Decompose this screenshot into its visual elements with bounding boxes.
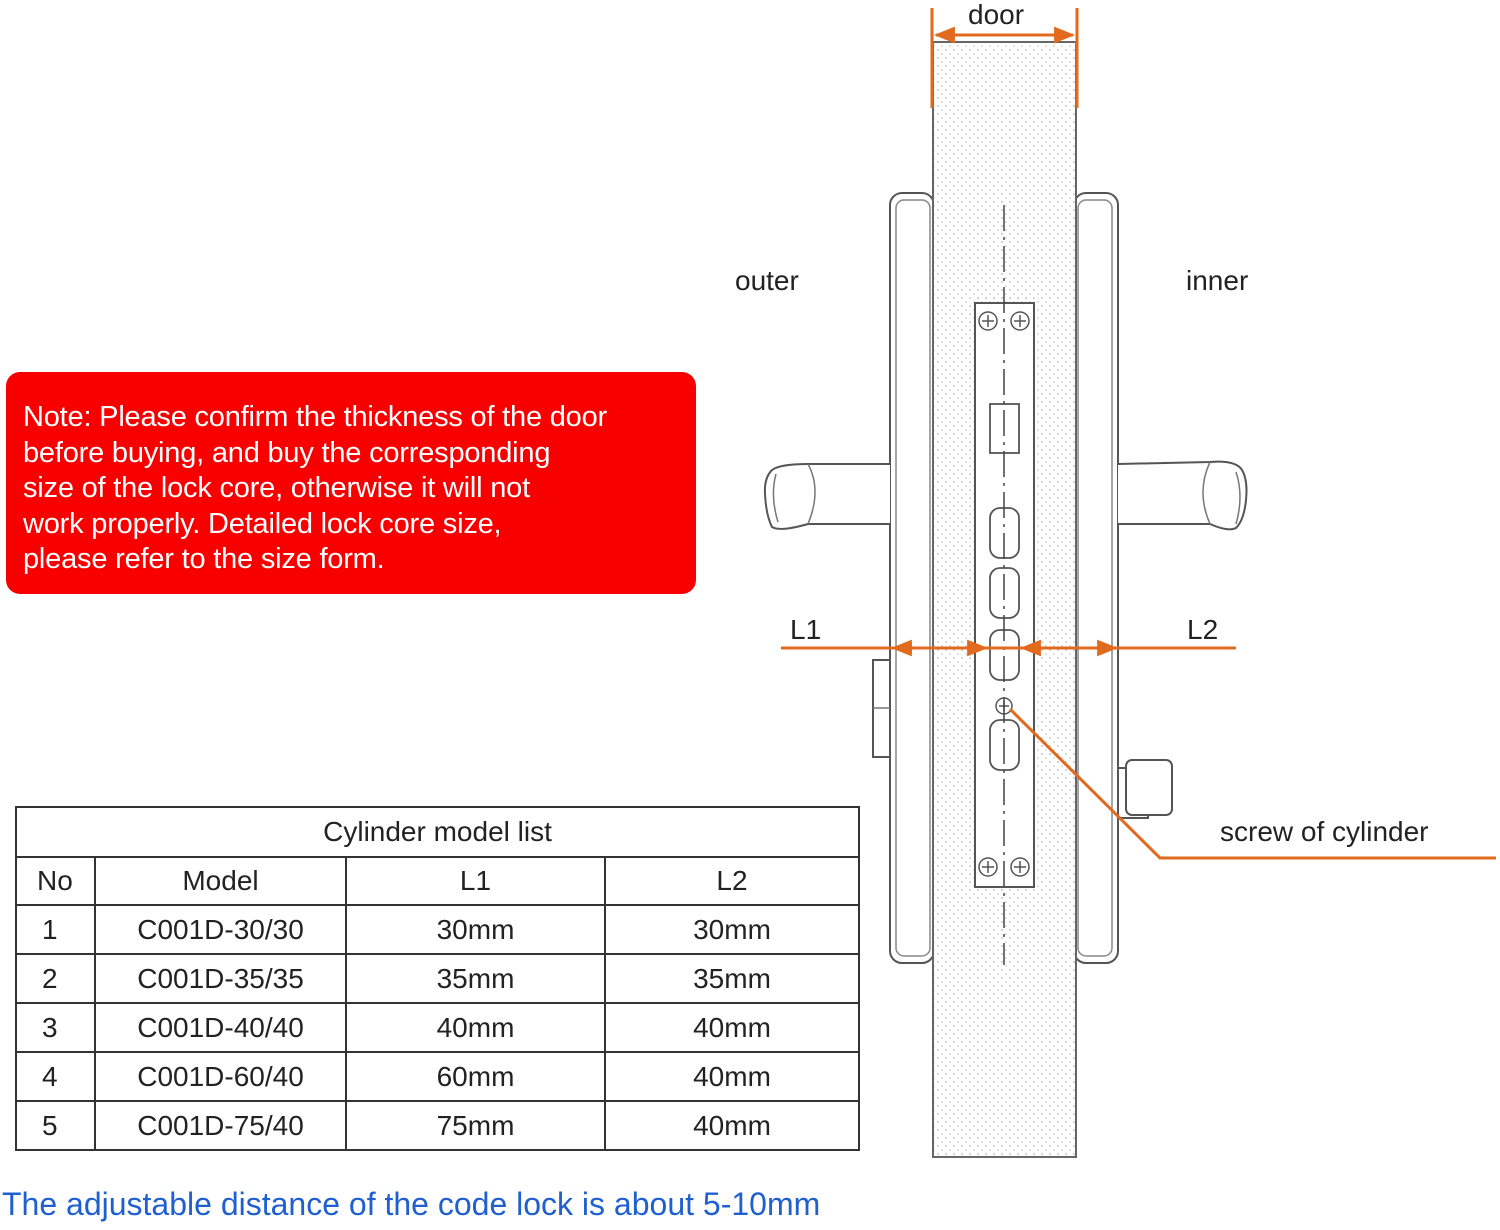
table-row xyxy=(16,905,859,954)
cell-l1: 40mm xyxy=(346,1003,605,1052)
inner-handle xyxy=(1118,462,1247,530)
table-row xyxy=(16,1003,859,1052)
cell-model: C001D-40/40 xyxy=(95,1003,346,1052)
header-no: No xyxy=(16,857,95,905)
table-title: Cylinder model list xyxy=(16,807,859,857)
cell-model: C001D-30/30 xyxy=(95,905,346,954)
cell-model: C001D-60/40 xyxy=(95,1052,346,1101)
note-line: before buying, and buy the corresponding xyxy=(23,436,551,469)
door-label: door xyxy=(968,0,1025,30)
cell-model: C001D-75/40 xyxy=(95,1101,346,1150)
cell-l2: 40mm xyxy=(605,1052,859,1101)
cell-no: 1 xyxy=(16,905,95,954)
note-line: size of the lock core, otherwise it will not xyxy=(23,472,530,505)
cell-no: 3 xyxy=(16,1003,95,1052)
cell-l1: 35mm xyxy=(346,954,605,1003)
screw-icon xyxy=(979,858,997,876)
screw-icon xyxy=(979,312,997,330)
thumb-turn xyxy=(1118,760,1172,818)
outer-label: outer xyxy=(735,265,799,296)
cell-model: C001D-35/35 xyxy=(95,954,346,1003)
screw-icon xyxy=(1011,858,1029,876)
cell-no: 2 xyxy=(16,954,95,1003)
note-line: Note: Please confirm the thickness of the door xyxy=(23,401,607,433)
header-model: Model xyxy=(95,857,346,905)
header-l2: L2 xyxy=(605,857,859,905)
cell-l2: 35mm xyxy=(605,954,859,1003)
cell-l2: 40mm xyxy=(605,1003,859,1052)
table-row xyxy=(16,954,859,1003)
inner-lock-plate xyxy=(1074,193,1118,963)
l1-label: L1 xyxy=(790,614,822,645)
inner-label: inner xyxy=(1186,265,1249,296)
cell-l2: 30mm xyxy=(605,905,859,954)
cylinder-model-table xyxy=(15,806,860,1151)
cell-l2: 40mm xyxy=(605,1101,859,1150)
note-line: work properly. Detailed lock core size, xyxy=(23,507,502,540)
cell-l1: 75mm xyxy=(346,1101,605,1150)
screw-label: screw of cylinder xyxy=(1220,816,1429,847)
outer-lock-plate xyxy=(890,193,934,963)
table-row xyxy=(16,1101,859,1150)
outer-handle xyxy=(765,464,890,529)
outer-keypad-module xyxy=(873,660,890,757)
note-box xyxy=(6,372,696,594)
cell-no: 4 xyxy=(16,1052,95,1101)
footer-note: The adjustable distance of the code lock is about 5-10mm xyxy=(2,1186,821,1222)
header-l1: L1 xyxy=(346,857,605,905)
cell-l1: 30mm xyxy=(346,905,605,954)
screw-icon xyxy=(1011,312,1029,330)
note-line: please refer to the size form. xyxy=(23,543,385,576)
table-row xyxy=(16,1052,859,1101)
cell-no: 5 xyxy=(16,1101,95,1150)
l2-label: L2 xyxy=(1187,614,1219,645)
cell-l1: 60mm xyxy=(346,1052,605,1101)
